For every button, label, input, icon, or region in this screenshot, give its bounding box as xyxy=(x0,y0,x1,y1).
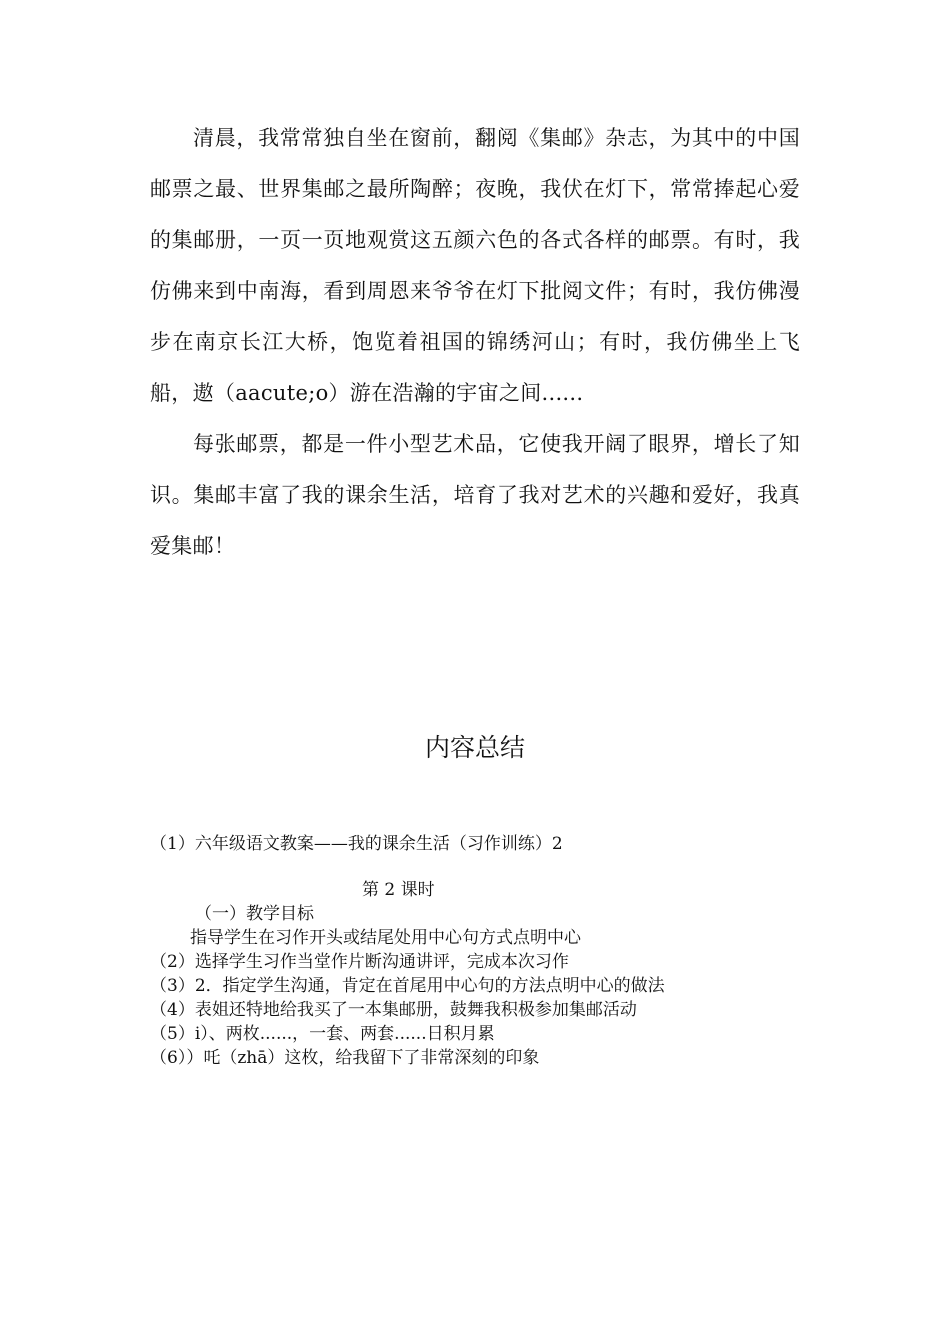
summary-item: （5）i）、两枚......，一套、两套......日积月累 xyxy=(150,1024,495,1044)
summary-item: （6））吒（zhā）这枚，给我留下了非常深刻的印象 xyxy=(150,1048,540,1068)
goal-heading: （一）教学目标 xyxy=(195,904,314,924)
summary-heading: 内容总结 xyxy=(424,733,525,762)
goal-text: 指导学生在习作开头或结尾处用中心句方式点明中心 xyxy=(190,928,581,948)
lesson-label: 第 2 课时 xyxy=(362,880,435,900)
summary-item: （2）选择学生习作当堂作片断沟通讲评，完成本次习作 xyxy=(150,952,569,972)
essay-paragraph: 清晨，我常常独自坐在窗前，翻阅《集邮》杂志，为其中的中国邮票之最、世界集邮之最所陶醉；夜晚，我伏在灯下，常常捧起心爱的集邮册，一页一页地观赏这五颜六色的各式各样的邮票。有时，我仿佛来到中南海，看到周恩来爷爷在灯下批阅文件；有时，我仿佛漫步在南京长江大桥，饱览着祖国的锦绣河山；有时，我仿佛坐上飞船，遨（aacute;o）游在浩瀚的宇宙之间...... xyxy=(150,126,800,405)
essay-paragraph: 每张邮票，都是一件小型艺术品，它使我开阔了眼界，增长了知识。集邮丰富了我的课余生活，培育了我对艺术的兴趣和爱好，我真爱集邮！ xyxy=(150,432,800,558)
summary-list xyxy=(150,832,830,1070)
essay-body xyxy=(150,113,800,572)
summary-item: （4）表姐还特地给我买了一本集邮册，鼓舞我积极参加集邮活动 xyxy=(150,1000,637,1020)
summary-item: （1）六年级语文教案——我的课余生活（习作训练）2 xyxy=(150,834,563,854)
summary-item: （3）2．指定学生沟通，肯定在首尾用中心句的方法点明中心的做法 xyxy=(150,976,665,996)
